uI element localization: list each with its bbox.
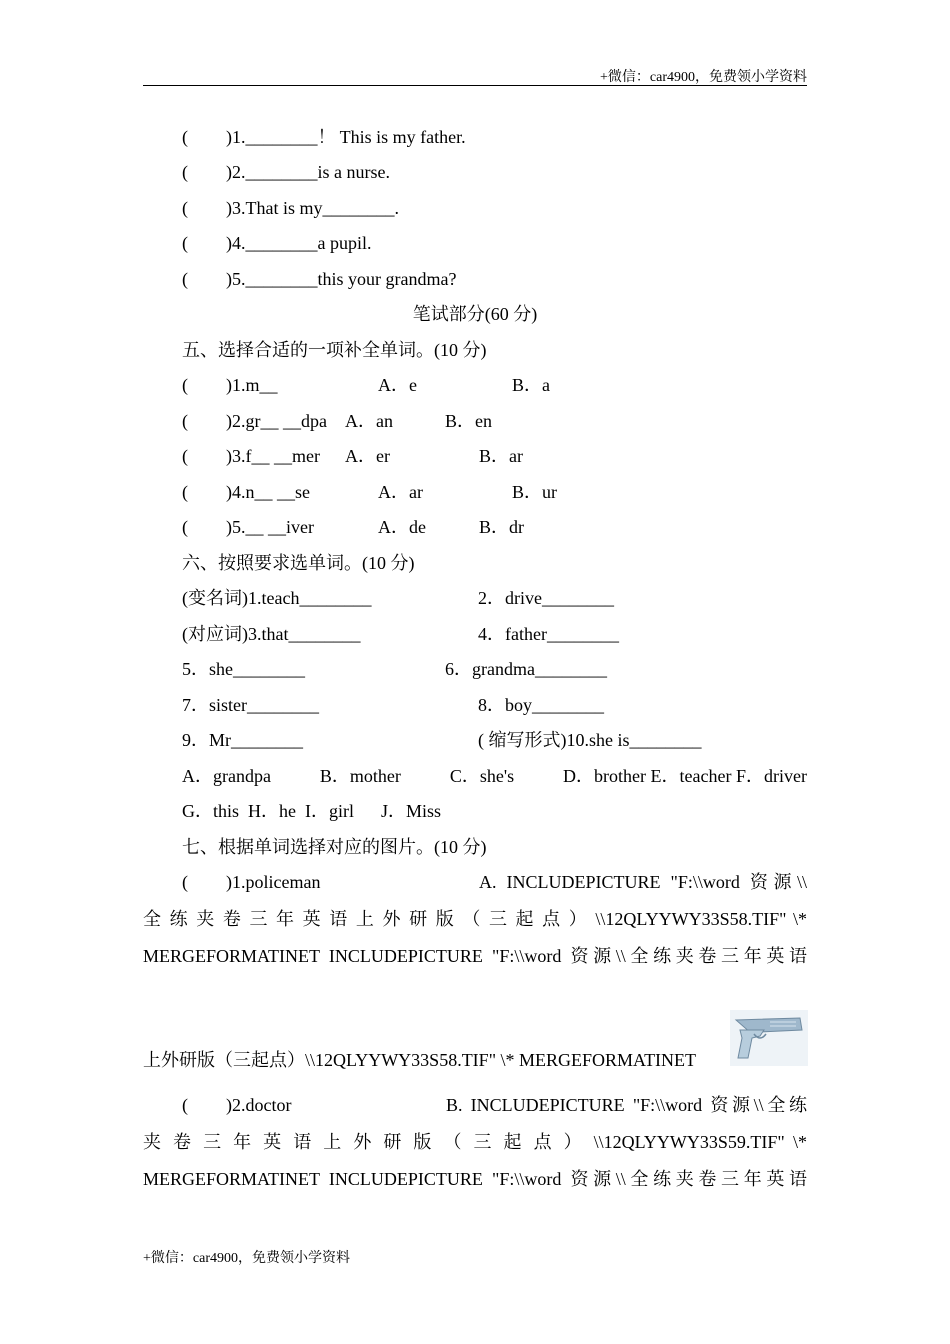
picture-field-code: A. INCLUDEPICTURE "F:\\word 资源\\ — [479, 872, 807, 892]
picture-field-code: 全 练 夹 卷 三 年 英 语 上 外 研 版 （ 三 起 点 ） \\12QLYYWY33S58.TIF" \* — [143, 909, 807, 929]
picture-field-code: MERGEFORMATINET INCLUDEPICTURE "F:\\word 资源\\全练夹卷三年英语 — [143, 946, 807, 966]
list-item: 6．grandma________ — [445, 659, 607, 679]
section-5-title: 五、选择合适的一项补全单词。(10 分) — [182, 340, 487, 360]
list-item: 9．Mr________ — [182, 730, 303, 750]
list-item: ( )3.f__ __mer A．er B．ar — [182, 446, 523, 466]
list-item: (变名词)1.teach________ — [182, 588, 372, 608]
written-section-title: 笔试部分(60 分) — [412, 304, 538, 324]
section-7-title: 七、根据单词选择对应的图片。(10 分) — [182, 837, 487, 857]
list-item: ( )3.That is my________. — [182, 198, 399, 218]
list-item: ( )1.m__ A．e B．a — [182, 375, 550, 395]
list-item: 8．boy________ — [478, 695, 604, 715]
list-item: ( )2.gr__ __dpa A．an B．en — [182, 411, 492, 431]
options-row-2: G．this H．he I．girl J．Miss — [182, 801, 442, 821]
list-item: ( 缩写形式)10.she is________ — [478, 730, 702, 750]
list-item: ( )5.________this your grandma? — [182, 269, 457, 289]
picture-field-code: 上外研版（三起点）\\12QLYYWY33S58.TIF" \* MERGEFORMATINET — [143, 1050, 697, 1070]
pistol-image — [730, 1010, 808, 1066]
list-item: ( )4.n__ __se A．ar B．ur — [182, 482, 557, 502]
header-text: +微信：car4900，免费领小学资料 — [600, 70, 807, 85]
picture-field-code: 夹 卷 三 年 英 语 上 外 研 版 （ 三 起 点 ） \\12QLYYWY33S59.TIF" \* — [143, 1132, 807, 1152]
list-item: 5．she________ — [182, 659, 305, 679]
list-item: ( )2.doctor — [182, 1095, 292, 1115]
list-item: 7．sister________ — [182, 695, 319, 715]
list-item: ( )2.________is a nurse. — [182, 162, 390, 182]
list-item: ( )5.__ __iver A．de B．dr — [182, 517, 524, 537]
options-row-1: A．grandpa B．mother C．she's D．brother E．teacher F．driver — [182, 766, 807, 786]
picture-field-code: B. INCLUDEPICTURE "F:\\word 资源\\全练 — [446, 1095, 807, 1115]
list-item: ( )1.________！ This is my father. — [182, 127, 466, 147]
picture-field-code: MERGEFORMATINET INCLUDEPICTURE "F:\\word 资源\\全练夹卷三年英语 — [143, 1169, 807, 1189]
list-item: ( )4.________a pupil. — [182, 233, 372, 253]
section-6-title: 六、按照要求选单词。(10 分) — [182, 553, 415, 573]
list-item: 4．father________ — [478, 624, 619, 644]
list-item: (对应词)3.that________ — [182, 624, 361, 644]
footer-text: +微信：car4900，免费领小学资料 — [143, 1251, 350, 1266]
list-item: ( )1.policeman — [182, 872, 321, 892]
header-rule — [143, 85, 807, 86]
list-item: 2．drive________ — [478, 588, 614, 608]
